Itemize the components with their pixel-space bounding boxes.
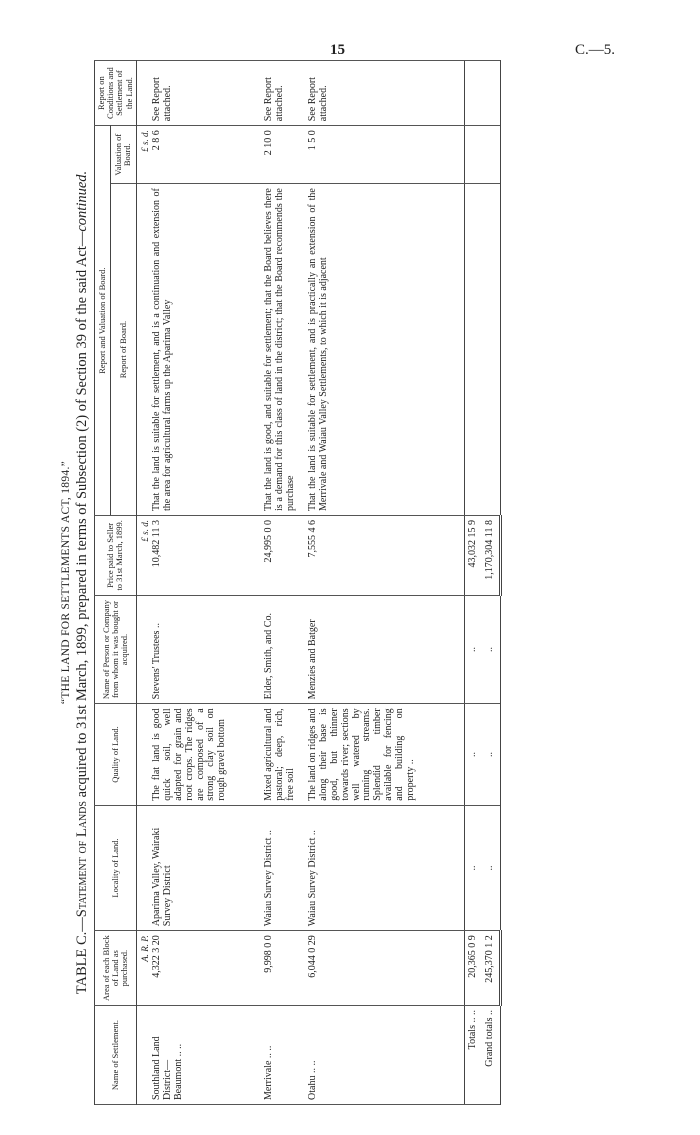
conditions-value: See Report attached. <box>150 61 262 126</box>
totals-row <box>464 61 481 1105</box>
price-value: 7,555 4 6 <box>306 516 464 596</box>
header-price: Price paid to Seller to 31st March, 1899. <box>95 516 137 596</box>
grand-totals-person: .. <box>482 595 500 704</box>
header-name: Name of Settlement. <box>95 1006 137 1105</box>
grand-totals-label: Grand totals .. <box>482 1006 500 1105</box>
grand-totals-locality: .. <box>482 805 500 931</box>
area-value: 6,044 0 29 <box>306 931 464 1006</box>
table-title-prefix: TABLE C.— <box>74 917 90 995</box>
page-number: 15 <box>330 42 345 58</box>
totals-person: .. <box>464 595 481 704</box>
document-reference: C.—5. <box>575 42 616 58</box>
locality-value: Aparima Valley, Wairaki Survey District <box>150 805 262 931</box>
board-report-value: That the land is suitable for settlement, and is a continuation and extension of the area for agricultural farms up the Aparima Valley <box>150 184 262 516</box>
valuation-value: 2 10 0 <box>262 126 306 184</box>
table-title <box>74 60 91 1105</box>
valuation-value: 2 8 6 <box>150 126 262 184</box>
table-title-caps: Statement of Lands <box>74 801 90 918</box>
header-board-report: Report of Board. <box>110 184 136 516</box>
locality-value: Waiau Survey District .. <box>306 805 464 931</box>
totals-area: 20,365 0 9 <box>464 931 481 1006</box>
settlement-name: Southland Land District— Beaumont .. .. <box>150 1006 262 1105</box>
grand-totals-row <box>482 61 500 1105</box>
conditions-value: See Report attached. <box>262 61 306 126</box>
totals-label: Totals .. .. <box>464 1006 481 1105</box>
board-report-value: That the land is good, and suitable for settlement; that the Board believes there is a demand for this class of land in the district; that the Board recommends the purchase <box>262 184 306 516</box>
price-value: 10,482 11 3 <box>150 516 262 596</box>
header-board-group: Report and Valuation of Board. <box>95 126 111 516</box>
header-valuation: Valuation of Board. <box>110 126 136 184</box>
area-value: 9,998 0 0 <box>262 931 306 1006</box>
units-row <box>136 61 150 1105</box>
act-title: “THE LAND FOR SETTLEMENTS ACT, 1894.” <box>60 460 72 705</box>
seller-value: Stevens' Trustees .. <box>150 595 262 704</box>
seller-value: Elder, Smith, and Co. <box>262 595 306 704</box>
header-locality: Locality of Land. <box>95 805 137 931</box>
table-row-beaumont <box>150 61 262 1105</box>
table-title-continued: continued. <box>74 170 90 232</box>
units-area: A. R. P. <box>136 931 150 1006</box>
header-row <box>95 61 111 1105</box>
header-quality: Quality of Land. <box>95 704 137 805</box>
table-row-merrivale <box>262 61 306 1105</box>
grand-totals-price: 1,170,304 11 8 <box>482 516 500 596</box>
statement-of-lands-table <box>94 60 502 1105</box>
settlement-name: Merrivale .. .. <box>262 1006 306 1105</box>
units-valuation: £ s. d. <box>136 126 150 184</box>
header-conditions: Report on Conditions and Settlement of the Land. <box>95 61 137 126</box>
quality-value: Mixed agricultural and pastoral; deep, rich, free soil <box>262 704 306 805</box>
table-row-otahu <box>306 61 464 1105</box>
area-value: 4,322 3 20 <box>150 931 262 1006</box>
units-price: £ s. d. <box>136 516 150 596</box>
header-person: Name of Person or Company from whom it was bought or acquired. <box>95 595 137 704</box>
header-area: Area of each Block of Land as purchased. <box>95 931 137 1006</box>
grand-totals-area: 245,370 1 2 <box>482 931 500 1006</box>
totals-price: 43,032 15 9 <box>464 516 481 596</box>
quality-value: The land on ridges and along their base is good, but thinner towards river; sections well watered by running streams. Splendid timber available for fencing and building on property .. <box>306 704 464 805</box>
conditions-value: See Report attached. <box>306 61 464 126</box>
table-title-middle: acquired to 31st March, 1899, prepared in terms of Subsection (2) of Section 39 of the said Act— <box>74 231 90 802</box>
quality-value: The flat land is good quick soil, well adapted for grain and root crops. The ridges are composed of a strong clay soil on rough gravel bottom <box>150 704 262 805</box>
totals-locality: .. <box>464 805 481 931</box>
valuation-value: 1 5 0 <box>306 126 464 184</box>
rotated-table-region <box>60 60 495 1105</box>
settlement-name: Otahu .. .. <box>306 1006 464 1105</box>
price-value: 24,995 0 0 <box>262 516 306 596</box>
totals-quality: .. <box>464 704 481 805</box>
board-report-value: That the land is suitable for settlement, and is practically an extension of the Merrivale and Waiau Valley Settlements, to which it is adjacent <box>306 184 464 516</box>
grand-totals-quality: .. <box>482 704 500 805</box>
locality-value: Waiau Survey District .. <box>262 805 306 931</box>
seller-value: Menzies and Batger <box>306 595 464 704</box>
